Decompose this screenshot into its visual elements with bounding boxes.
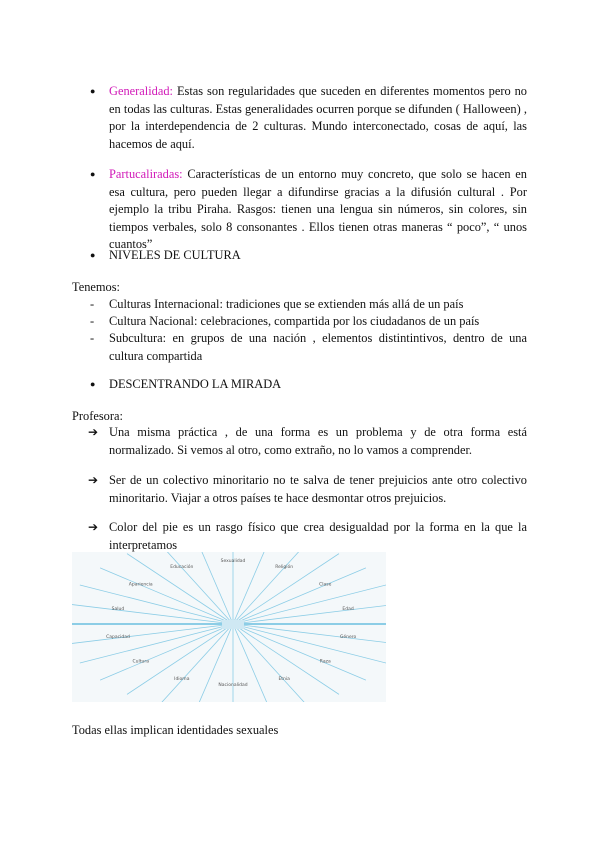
bullet-icon: ● <box>90 379 96 389</box>
bullet-icon: ● <box>90 250 96 260</box>
diagram-label: Etnia <box>278 676 290 682</box>
nivel-item: Subcultura: en grupos de una nación , elementos distintintivos, dentro de una cultura compartida <box>109 331 527 363</box>
diagram-center <box>222 620 244 629</box>
profesora-item: Color del pie es un rasgo físico que crea desigualdad por la forma en la que la interpretamos <box>109 520 527 552</box>
generalidad-text: Estas son regularidades que suceden en diferentes momentos pero no en todas las culturas. Estas generalidades ocurren porque se difunden ( Halloween) , por la interdependencia de 2 culturas. Mundo interconectado, cosas de aquí, las hacemos de aquí. <box>109 84 527 151</box>
diagram-label: Educación <box>170 565 194 571</box>
dash-icon: - <box>90 297 95 311</box>
diagram-label: Apariencia <box>128 582 153 588</box>
heading-niveles: NIVELES DE CULTURA <box>109 248 241 262</box>
profesora-item: Ser de un colectivo minoritario no te salva de tener prejuicios ante otro colectivo minoritario. Viajar a otros países te hace desmontar otros prejuicios. <box>109 473 527 505</box>
diagram-label: Género <box>339 634 357 640</box>
particularidades-paragraph <box>109 166 527 254</box>
diagram-label: Capacidad <box>106 634 130 640</box>
closing-text: Todas ellas implican identidades sexuales <box>72 723 279 737</box>
bullet-icon: ● <box>90 86 96 96</box>
diagram-label: Religión <box>275 565 294 571</box>
particularidades-text: Características de un entorno muy concreto, que solo se hacen en esa cultura, pero pueden llegar a difundirse gracias a la difusión cultural . Por ejemplo la tribu Piraha. Rasgos: tienen una lengua sin números, sin colores, sin tiempos verbales, solo 8 consonantes . Ellos tienen otras maneras “ poco”, “ unos cuantos” <box>109 167 527 251</box>
heading-descentrando: DESCENTRANDO LA MIRADA <box>109 377 282 391</box>
diagram-label: Edad <box>342 607 354 613</box>
arrow-icon: ➔ <box>88 473 99 487</box>
dash-icon: - <box>90 331 95 345</box>
diagram-label: Cultura <box>132 659 149 665</box>
bullet-icon: ● <box>90 169 96 179</box>
diagram-label: Nacionalidad <box>218 683 248 688</box>
generalidad-term: Generalidad: <box>109 84 173 98</box>
dash-icon: - <box>90 314 95 328</box>
tenemos-label: Tenemos: <box>72 280 120 294</box>
diagram-label: Sexualidad <box>220 559 246 564</box>
identity-diagram-image <box>72 552 386 702</box>
diagram-label: Idioma <box>174 676 190 682</box>
profesora-label: Profesora: <box>72 409 123 423</box>
arrow-icon: ➔ <box>88 520 99 534</box>
profesora-item: Una misma práctica , de una forma es un problema y de otra forma está normalizado. Si vemos al otro, como extraño, no lo vamos a comprender. <box>109 425 527 457</box>
arrow-icon: ➔ <box>88 425 99 439</box>
nivel-item: Cultura Nacional: celebraciones, compartida por los ciudadanos de un país <box>109 314 480 328</box>
diagram-label: Raza <box>319 659 331 665</box>
diagram-label: Clase <box>319 582 332 588</box>
nivel-item: Culturas Internacional: tradiciones que se extienden más allá de un país <box>109 297 464 311</box>
particularidades-term: Partucaliradas: <box>109 167 183 181</box>
diagram-label: Salud <box>111 607 125 613</box>
generalidad-paragraph <box>109 83 527 153</box>
